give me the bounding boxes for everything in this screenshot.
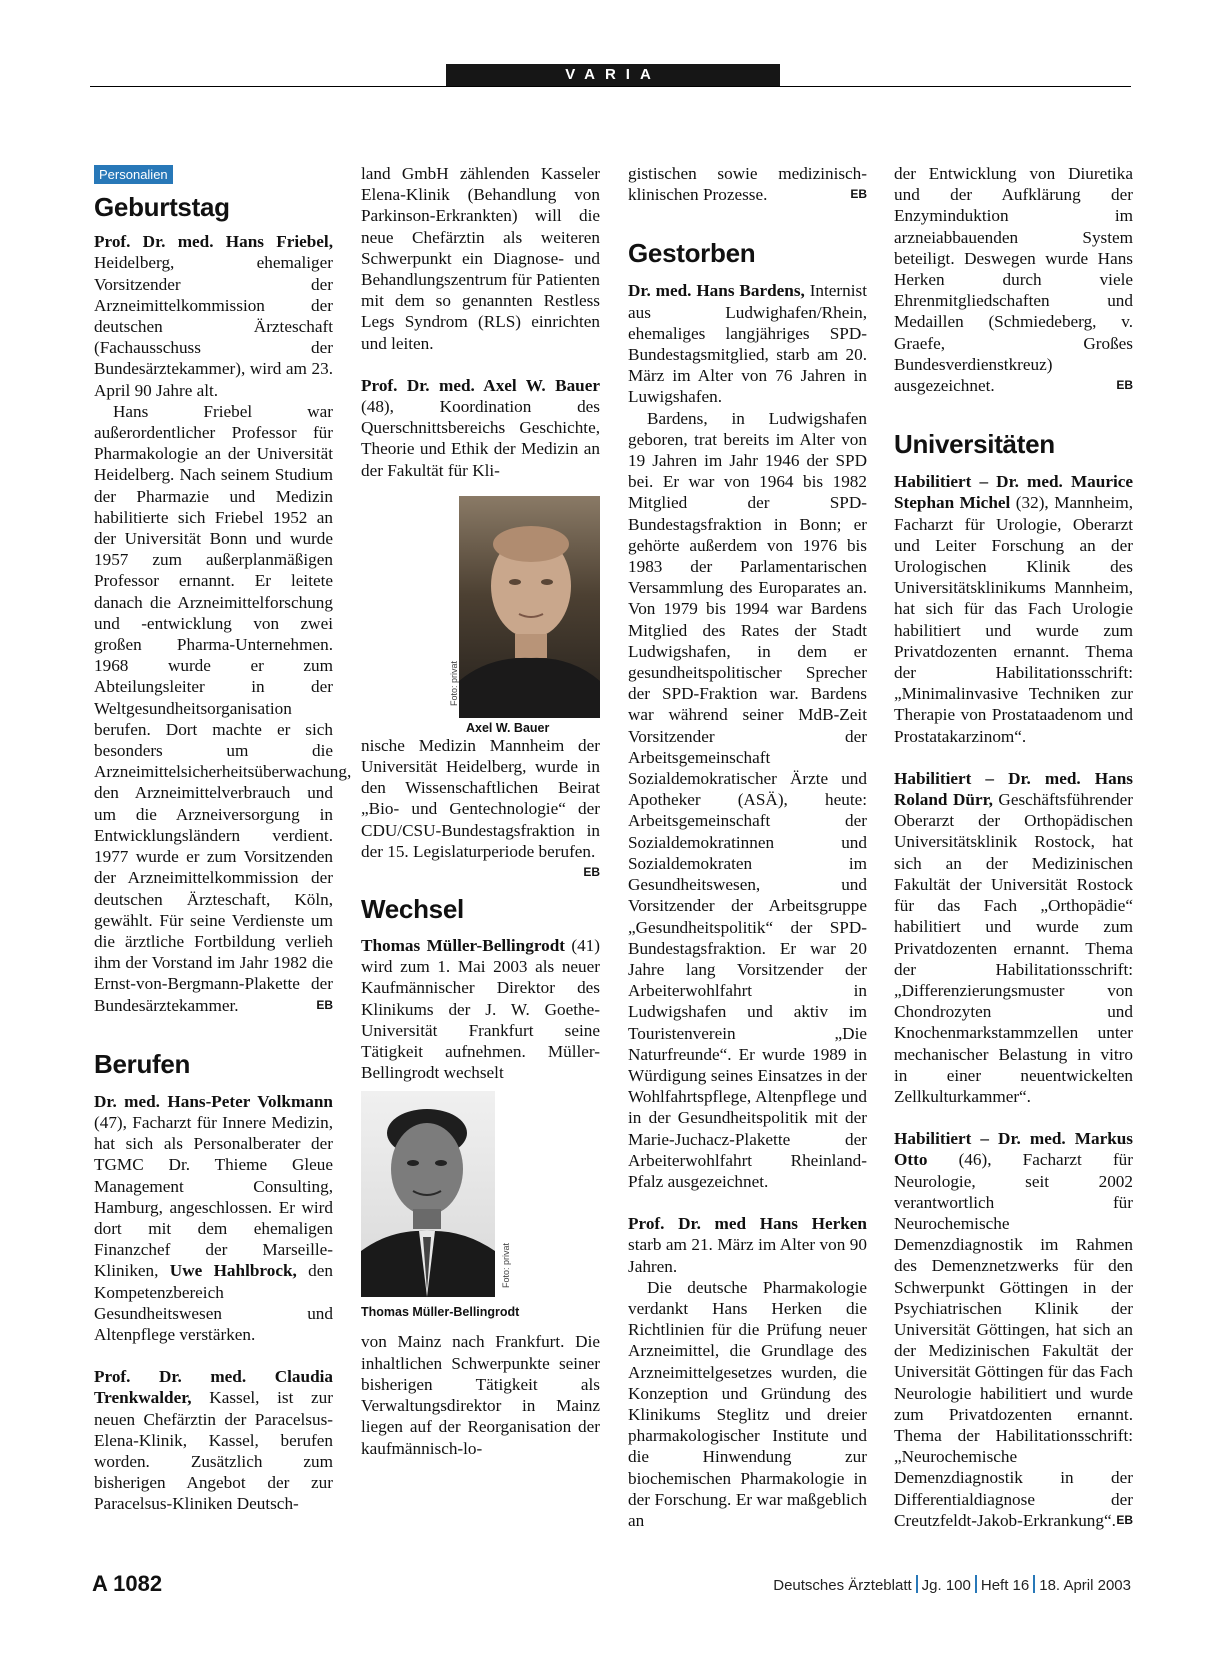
column-2 (361, 163, 600, 1459)
header-rule (90, 86, 1131, 87)
person-name: Prof. Dr. med. Claudia Trenkwalder, (94, 1367, 333, 1408)
paragraph-text: land GmbH zählenden Kasseler Elena-Klinik (Behandlung von Parkinson-Erkrankten) will die neue Chefärztin als weiteren Schwerpunkt ein Diagnose- und Behandlungszentrum für Patienten mit dem so genannten Restless Legs Syndrom (RLS) einrichten und leiten. (361, 164, 600, 353)
author-signature: EB (316, 997, 333, 1012)
paragraph-text: Die deutsche Pharmakologie verdankt Hans Herken die Richtlinien für die Prüfung neuer Arzneimittel, die Grundlage des Arzneimittelgesetzes wurden, die Konzeption und Gründung des Klinikums Steglitz und dreier pharmakologischer Institute und die Hinwendung zur biochemischen Pharmakologie in der Forschung. Er war maßgeblich an (628, 1277, 867, 1530)
article-volkmann (94, 1091, 333, 1345)
paragraph-text: den Kompetenzbereich Gesundheitswesen und Altenpflege verstärken. (94, 1261, 333, 1344)
paragraph-text: von Mainz nach Frankfurt. Die inhaltlichen Schwerpunkte seiner bisherigen Tätigkeit als Verwaltungsdirektor in Mainz liegen auf der Reorganisation der kaufmännisch-lo- (361, 1332, 600, 1458)
paragraph-text: Bardens, in Ludwigshafen geboren, trat bereits im Alter von 19 Jahren im Jahr 1946 der SPD bei. Er war von 1964 bis 1982 Mitglied der SPD-Bundestagsfraktion in Bonn; er gehörte außerdem von 1976 bis 1983 der Parlamentarischen Versammlung des Europarates an. Von 1979 bis 1994 war Bardens Mitglied des Rates der Stadt Ludwigshafen, in dem er gesundheitspolitischer Sprecher der SPD-Fraktion war. Bardens war während seiner MdB-Zeit Vorsitzender der Arbeitsgemeinschaft Sozialdemokratischer Ärzte und Apotheker (ASÄ), heute: Arbeitsgemeinschaft der Sozialdemokratinnen und Sozialdemokraten im Gesundheitswesen, und Vorsitzender der Arbeitsgruppe „Gesundheitspolitik“ der SPD-Bundestagsfraktion. Er war 20 Jahre lang Vorsitzender der Arbeiterwohlfahrt in Ludwigshafen und aktiv im Touristenverein „Die Naturfreunde“. Er wurde 1989 in Würdigung seines Einsatzes in der Wohlfahrtspflege, Altenpflege und in der Gesundheitspolitik mit der Marie-Juchacz-Plakette der Arbeiterwohlfahrt Rheinland-Pfalz ausgezeichnet. (628, 408, 867, 1191)
photo-credit: Foto: privat (449, 660, 459, 706)
author-signature: EB (1116, 1512, 1133, 1527)
journal-name: Deutsches Ärzteblatt (773, 1577, 912, 1594)
paragraph-text: gistischen sowie medizinisch-klinischen Prozesse. (628, 164, 867, 205)
paragraph-text: starb am 21. März im Alter von 90 Jahren. (628, 1235, 867, 1276)
column-1 (94, 163, 352, 1515)
heading-universitaeten: Universitäten (894, 429, 1055, 460)
page-number: A 1082 (92, 1571, 163, 1596)
paragraph-text: (32), Mannheim, Facharzt für Urologie, Oberarzt und Leiter Forschung an der Urologischen Klinik des Universitätsklinikums Mannheim, hat sich für das Fach Urologie habilitiert und wurde zum Privatdozenten ernannt. Thema der Habilitationsschrift: „Minimalinvasive Techniken zur Therapie von Prostataadenom und Prostatakarzinom“. (894, 493, 1133, 746)
article-michel (894, 471, 1133, 747)
paragraph-text: (41) wird zum 1. Mai 2003 als neuer Kaufmännischer Direktor des Klinikums der J. W. Goethe-Universität Frankfurt seine Tätigkeit aufnehmen. Müller-Bellingrodt wechselt (361, 936, 601, 1083)
portrait-image (361, 1091, 495, 1297)
person-name: Uwe Hahlbrock, (169, 1261, 297, 1281)
section-header: VARIA (446, 64, 780, 86)
person-name: Habilitiert – Dr. med. Markus Otto (894, 1129, 1133, 1170)
paragraph-text: Heidelberg, ehemaliger Vorsitzender der Arzneimittelkommission der deutschen Ärzteschaft (Fachausschuss der Bundesärztekammer), wird am 23. April 90 Jahre alt. (94, 253, 333, 400)
portrait-image (459, 496, 600, 718)
portrait-silhouette (459, 496, 600, 718)
volume: Jg. 100 (921, 1577, 971, 1594)
person-name: Prof. Dr. med Hans Herken (628, 1214, 867, 1234)
photo-bauer (361, 481, 600, 733)
person-name: Dr. med. Hans Bardens, (628, 281, 805, 301)
heading-gestorben: Gestorben (628, 238, 756, 269)
paragraph-text: Internist aus Ludwighafen/Rhein, ehemaliges langjähriges SPD-Bundestagsmitglied, starb am 20. März im Alter von 76 Jahren in Luwigshafen. (628, 281, 867, 407)
column-4 (894, 163, 1133, 1531)
author-signature: EB (1116, 378, 1133, 393)
article-bauer-cont (361, 735, 600, 880)
paragraph-text: (47), Facharzt für Innere Medizin, hat sich als Personalberater der TGMC Dr. Thieme Gleue Management Consulting, Hamburg, angeschlossen. Er wird dort mit dem ehemaligen Finanzchef der Marseille-Kliniken, (94, 1112, 333, 1281)
paragraph-text: (48), Koordination des Querschnittsbereichs Geschichte, Theorie und Ethik der Medizin an der Fakultät für Kli- (361, 397, 600, 480)
article-duerr (894, 768, 1133, 1107)
article-trenkwalder-cont (361, 163, 600, 354)
person-name: Thomas Müller-Bellingrodt (361, 936, 566, 956)
heading-geburtstag: Geburtstag (94, 192, 230, 223)
footer-divider (916, 1575, 918, 1593)
paragraph-text: nische Medizin Mannheim der Universität Heidelberg, wurde in den Wissenschaftlichen Beirat „Bio- und Gentechnologie“ der CDU/CSU-Bundestagsfraktion in der 15. Legislaturperiode berufen. (361, 735, 600, 861)
article-friebel-body (94, 401, 352, 1016)
author-signature: EB (850, 187, 867, 202)
article-mueller (361, 935, 600, 1083)
issue: Heft 16 (980, 1577, 1030, 1594)
article-bauer (361, 375, 600, 481)
article-trenkwalder (94, 1366, 333, 1514)
article-herken-lead (628, 1213, 867, 1277)
photo-credit: Foto: privat (501, 1243, 511, 1289)
paragraph-text: Hans Friebel war außerordentlicher Professor für Pharmakologie an der Universität Heidelberg. Nach seinem Studium der Pharmazie und Medizin habilitierte sich Friebel 1952 an der Universität Bonn und wurde 1957 zum außerplanmäßigen Professor ernannt. Er leitete danach die Arzneimittelforschung und -entwicklung von zwei großen Pharma-Unternehmen. 1968 wurde er zum Abteilungsleiter in der Weltgesundheitsorganisation berufen. Dort machte er sich besonders um die Arzneimittelsicherheitsüberwachung, den Arzneimittelverbrauch und um die Arzneiversorgung in Entwicklungsländern verdient. 1977 wurde er zum Vorsitzenden der Arzneimittelkommission der deutschen Ärzteschaft, Köln, gewählt. Für seine Verdienste um die ärztliche Fortbildung verlieh ihm der Vorstand im Jahr 1982 die Ernst-von-Bergmann-Plakette der Bundesärztekammer. (94, 401, 352, 1015)
issue-date: 18. April 2003 (1039, 1577, 1131, 1594)
footer-divider (975, 1575, 977, 1593)
person-name: Habilitiert – Dr. med. Maurice Stephan Michel (894, 472, 1133, 513)
article-bardens-body (628, 408, 867, 1193)
paragraph-text: Geschäftsführender Oberarzt der Orthopädischen Universitätsklinik Rostock, hat sich an der Medizinischen Fakultät der Universität Rostock für das Fach „Orthopädie“ habilitiert und wurde zum Privatdozenten ernannt. Thema der Habilitationsschrift: „Differenzierungsmuster von Chondrozyten und Knochenmarkstammzellen unter mechanischer Belastung in vitro in einer neuentwickelten Zellkulturkammer“. (894, 790, 1133, 1106)
article-otto (894, 1128, 1133, 1531)
paragraph-text: der Entwicklung von Diuretika und der Aufklärung der Enzyminduktion im arzneiabbauenden System beteiligt. Deswegen wurde Hans Herken durch viele Ehrenmitgliedschaften und Medaillen (Schmiedeberg, v. Graefe, Großes Bundesverdienstkreuz) ausgezeichnet. (894, 164, 1133, 396)
author-signature: EB (583, 865, 600, 880)
footer-divider (1033, 1575, 1035, 1593)
photo-mueller (361, 1083, 600, 1331)
article-herken-body (628, 1277, 867, 1531)
column-3 (628, 163, 867, 1531)
paragraph-text: (46), Facharzt für Neurologie, seit 2002 verantwortlich für Neurochemische Demenzdiagnostik im Rahmen des Demenznetzwerks für den Schwerpunkt Göttingen in der Psychiatrischen Klinik der Universität Göttingen, hat sich an der Medizinischen Fakultät der Universität Göttingen für das Fach Neurologie habilitiert und wurde zum Privatdozenten ernannt. Thema der Habilitationsschrift: „Neurochemische Demenzdiagnostik in der Differentialdiagnose der Creutzfeldt-Jakob-Erkrankung“. (894, 1150, 1133, 1530)
category-tag: Personalien (94, 165, 173, 184)
person-name: Prof. Dr. med. Hans Friebel, (94, 232, 333, 252)
footer-publication (773, 1575, 1131, 1594)
article-mueller-cont (361, 1331, 600, 1458)
paragraph-text: Kassel, ist zur neuen Chefärztin der Paracelsus-Elena-Klinik, Kassel, berufen worden. Zusätzlich zum bisherigen Angebot der zur Paracelsus-Kliniken Deutsch- (94, 1388, 333, 1514)
article-herken-cont (894, 163, 1133, 396)
portrait-silhouette (361, 1091, 495, 1297)
person-name: Dr. med. Hans-Peter Volkmann (94, 1091, 333, 1111)
article-mueller-end (628, 163, 867, 205)
heading-wechsel: Wechsel (361, 894, 464, 925)
article-friebel-lead (94, 231, 333, 401)
photo-caption: Axel W. Bauer (466, 720, 550, 735)
person-name: Habilitiert – Dr. med. Hans Roland Dürr, (894, 768, 1133, 810)
heading-berufen: Berufen (94, 1048, 191, 1079)
photo-caption: Thomas Müller-Bellingrodt (361, 1305, 520, 1320)
person-name: Prof. Dr. med. Axel W. Bauer (361, 375, 600, 395)
article-bardens-lead (628, 280, 867, 407)
